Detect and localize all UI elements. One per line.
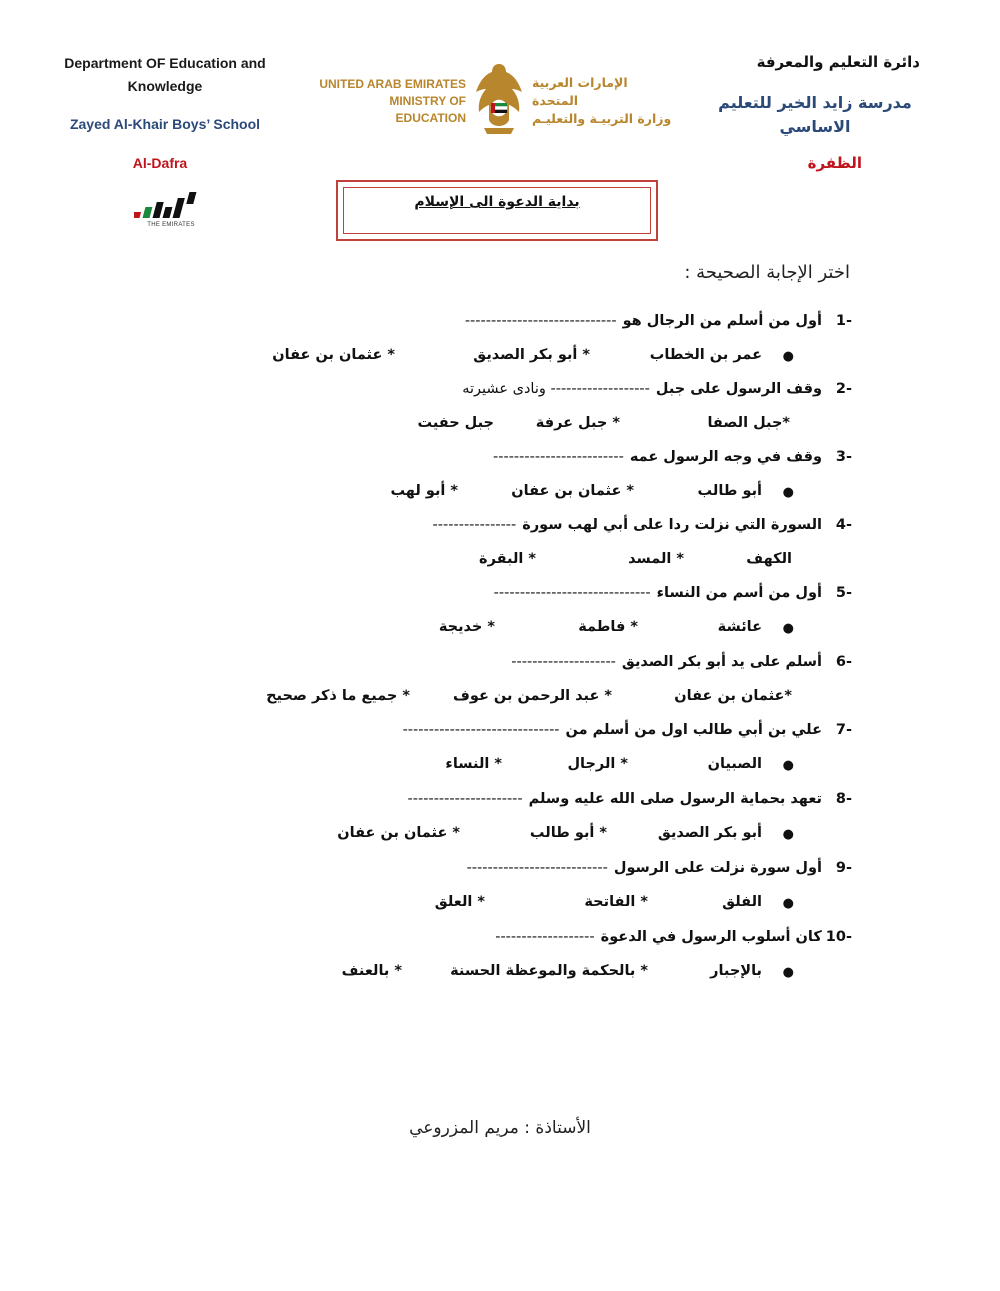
question-6-options — [0, 688, 1000, 710]
question-9-options — [0, 894, 1000, 916]
question-3-options — [0, 483, 1000, 505]
question-5-options — [0, 619, 1000, 641]
question-number: -3 — [835, 449, 852, 465]
question-8 — [408, 791, 852, 807]
option[interactable]: * جميع ما ذكر صحيح — [266, 688, 410, 704]
question-2-options — [0, 415, 1000, 437]
option[interactable]: * بالعنف — [341, 963, 402, 979]
instruction-text: اختر الإجابة الصحيحة : — [684, 262, 850, 283]
option[interactable]: جبل حفيت — [417, 415, 494, 431]
arabic-school-name-line2: الاساسي — [779, 117, 851, 136]
ministry-english-line2: MINISTRY OF EDUCATION — [389, 94, 466, 125]
option[interactable]: بالإجبار — [710, 963, 762, 979]
question-4-options — [0, 551, 1000, 573]
english-department-name: Department OF Education and Knowledge — [64, 55, 266, 94]
option[interactable]: * أبو بكر الصديق — [473, 347, 590, 363]
question-number: -2 — [835, 381, 852, 397]
option[interactable]: الكهف — [746, 551, 792, 567]
option[interactable]: أبو بكر الصديق — [657, 825, 762, 841]
question-text: أول من أسم من النساء — [656, 585, 822, 601]
question-5 — [494, 585, 852, 601]
uae-emblem-icon — [470, 58, 528, 140]
question-4 — [433, 517, 852, 533]
bullet-icon: ● — [782, 827, 794, 842]
option[interactable]: * فاطمة — [578, 619, 638, 635]
answer-blank: ---------------------- — [407, 791, 523, 807]
option[interactable]: * عبد الرحمن بن عوف — [453, 688, 612, 704]
option[interactable]: * الفاتحة — [584, 894, 648, 910]
question-6 — [511, 654, 852, 670]
ministry-arabic-line1: الإمارات العربية المتحدة — [532, 75, 628, 108]
option[interactable]: *عثمان بن عفان — [674, 688, 792, 704]
question-text: أول من أسلم من الرجال هو — [622, 313, 822, 329]
question-7-options — [0, 756, 1000, 778]
option[interactable]: الفلق — [722, 894, 762, 910]
option[interactable]: * جبل عرفة — [535, 415, 620, 431]
option[interactable]: أبو طالب — [697, 483, 762, 499]
option[interactable]: * خديجة — [438, 619, 495, 635]
question-1-options — [0, 347, 1000, 369]
english-region-name: Al-Dafra — [132, 155, 188, 171]
question-3 — [493, 449, 852, 465]
ministry-arabic-name — [532, 74, 677, 128]
question-text: أسلم على يد أبو بكر الصديق — [621, 654, 822, 670]
bullet-icon: ● — [782, 758, 794, 773]
option[interactable]: عمر بن الخطاب — [649, 347, 762, 363]
ministry-english-name — [318, 76, 466, 127]
question-number: -4 — [835, 517, 852, 533]
question-number: -5 — [835, 585, 852, 601]
option[interactable]: * بالحكمة والموعظة الحسنة — [450, 963, 648, 979]
worksheet-title: بداية الدعوة الى الإسلام — [414, 194, 580, 210]
answer-blank: ------------------------------ — [493, 585, 651, 601]
arabic-region-name: الظفرة — [807, 154, 862, 172]
question-10 — [495, 929, 852, 945]
question-text: وقف الرسول على جبل — [655, 381, 822, 397]
question-text: تعهد بحماية الرسول صلى الله عليه وسلم — [528, 791, 822, 807]
bullet-icon: ● — [782, 896, 794, 911]
question-number: -7 — [835, 722, 852, 738]
teacher-name: الأستاذة : مريم المزروعي — [409, 1118, 591, 1138]
question-7 — [403, 722, 852, 738]
answer-blank: ------------------------------ — [402, 722, 560, 738]
option[interactable]: * المسد — [628, 551, 684, 567]
answer-blank: ----------------------------- — [464, 313, 617, 329]
question-9 — [467, 860, 852, 876]
question-8-options — [0, 825, 1000, 847]
answer-blank: --------------------------- — [466, 860, 608, 876]
option[interactable]: * عثمان بن عفان — [511, 483, 634, 499]
answer-blank: ------------------------- — [493, 449, 624, 465]
option[interactable]: * النساء — [445, 756, 502, 772]
question-number: -6 — [835, 654, 852, 670]
question-number: -10 — [825, 929, 852, 945]
question-text: علي بن أبي طالب اول من أسلم من — [565, 722, 822, 738]
option[interactable]: الصبيان — [707, 756, 762, 772]
option[interactable]: * أبو لهب — [390, 483, 458, 499]
bullet-icon: ● — [782, 965, 794, 980]
option[interactable]: * العلق — [434, 894, 485, 910]
option[interactable]: * عثمان بن عفان — [272, 347, 395, 363]
option[interactable]: عائشة — [717, 619, 762, 635]
option[interactable]: * البقرة — [479, 551, 536, 567]
answer-blank: -------------------- — [511, 654, 616, 670]
question-number: -9 — [835, 860, 852, 876]
question-text: وقف في وجه الرسول عمه — [629, 449, 822, 465]
option[interactable]: * الرجال — [567, 756, 628, 772]
answer-blank: ---------------- — [432, 517, 517, 533]
option[interactable]: *جبل الصفا — [707, 415, 790, 431]
arabic-school-name — [700, 91, 930, 139]
ministry-english-line1: UNITED ARAB EMIRATES — [319, 77, 466, 91]
title-box — [336, 180, 658, 241]
question-2 — [462, 381, 852, 397]
the-emirates-logo-caption: THE EMIRATES — [147, 222, 195, 228]
question-number: -8 — [835, 791, 852, 807]
bullet-icon: ● — [782, 621, 794, 636]
english-school-name: Zayed Al-Khair Boys’ School — [69, 116, 261, 132]
question-1 — [465, 313, 852, 329]
bullet-icon: ● — [782, 349, 794, 364]
question-text: كان أسلوب الرسول في الدعوة — [600, 929, 822, 945]
bullet-icon: ● — [782, 485, 794, 500]
arabic-department-name: دائرة التعليم والمعرفة — [756, 53, 920, 71]
question-text: السورة التي نزلت ردا على أبي لهب سورة — [522, 517, 822, 533]
arabic-school-name-line1: مدرسة زايد الخير للتعليم — [718, 93, 912, 112]
ministry-arabic-line2: وزارة التربيـة والتعليـم — [532, 111, 672, 126]
answer-blank: ------------------- ونادى عشيرته — [462, 381, 650, 397]
question-text: أول سورة نزلت على الرسول — [613, 860, 822, 876]
option[interactable]: * عثمان بن عفان — [337, 825, 460, 841]
answer-blank: ------------------- — [495, 929, 595, 945]
option[interactable]: * أبو طالب — [529, 825, 607, 841]
question-10-options — [0, 963, 1000, 985]
question-number: -1 — [835, 313, 852, 329]
